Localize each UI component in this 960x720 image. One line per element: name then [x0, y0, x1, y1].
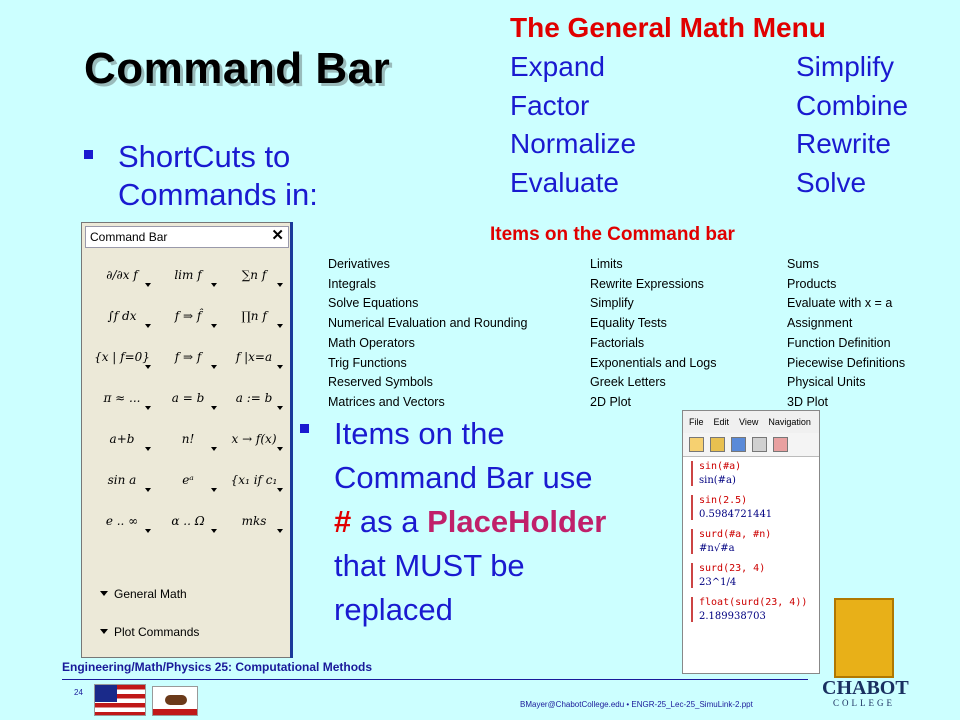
chabot-logo — [822, 598, 909, 708]
command-bar-item: Equality Tests — [590, 316, 667, 331]
command-bar-button[interactable]: a = b — [158, 380, 218, 416]
command-bar-item: Piecewise Definitions — [787, 355, 906, 370]
command-bar-item: Trig Functions — [328, 355, 407, 370]
general-math-section[interactable] — [100, 587, 187, 601]
command-bar-item: Numerical Evaluation and Rounding — [328, 316, 528, 331]
items-title: Items on the Command bar — [490, 224, 735, 245]
page-number: 24 — [74, 688, 83, 697]
command-bar-item: 3D Plot — [787, 394, 828, 409]
app-entries — [683, 461, 819, 622]
command-bar-button[interactable]: eᵃ — [158, 462, 218, 498]
command-bar-item: Physical Units — [787, 375, 866, 390]
command-bar-button[interactable]: a := b — [224, 380, 284, 416]
entry-input[interactable]: float(surd(23, 4)) — [699, 597, 808, 608]
chabot-sub: COLLEGE — [833, 698, 895, 708]
divider — [290, 222, 293, 658]
entry-input[interactable]: sin(2.5) — [699, 495, 748, 506]
command-bar-item: Function Definition — [787, 335, 891, 350]
command-bar-item: Greek Letters — [590, 375, 666, 390]
bullet-text-line-1: ShortCuts to — [118, 139, 291, 174]
items-column-1 — [328, 255, 527, 413]
command-bar-buttons — [92, 257, 288, 539]
general-math-menu — [510, 8, 950, 202]
menu-item-normalize: Normalize — [510, 128, 637, 159]
command-bar-button[interactable]: f ⇒ f̂ — [158, 298, 218, 334]
worksheet-entry[interactable] — [691, 529, 819, 554]
footer-divider — [62, 679, 808, 680]
open-file-icon[interactable] — [710, 437, 725, 452]
command-bar-item: Rewrite Expressions — [590, 276, 704, 291]
command-bar-item: Factorials — [590, 335, 645, 350]
bullet2-line-4: that MUST be — [334, 548, 525, 583]
as-a-text: as a — [351, 504, 428, 539]
close-icon[interactable]: ✕ — [271, 227, 284, 244]
command-bar-button[interactable]: {x₁ if c₁ — [224, 462, 284, 498]
bullet-shortcuts — [84, 138, 384, 214]
worksheet-entry[interactable] — [691, 563, 819, 588]
command-bar-button[interactable]: sin a — [92, 462, 152, 498]
command-bar-item: Derivatives — [328, 257, 390, 271]
command-bar-button[interactable]: π ≈ ... — [92, 380, 152, 416]
california-flag-icon — [152, 686, 198, 716]
bullet-square-icon — [84, 150, 93, 159]
command-bar-item: Solve Equations — [328, 296, 419, 311]
command-bar-item: Exponentials and Logs — [590, 355, 717, 370]
command-bar-button[interactable]: x → f(x) — [224, 421, 284, 457]
placeholder-text: PlaceHolder — [427, 504, 607, 539]
footer-email-file: BMayer@ChabotCollege.edu • ENGR-25_Lec-25_SimuLink-2.ppt — [520, 700, 753, 709]
command-bar-button[interactable]: f ⇒ f — [158, 339, 218, 375]
entry-output: #n√#a — [699, 543, 735, 554]
app-menu-item[interactable]: Edit — [713, 417, 730, 427]
menu-item-simplify: Simplify — [796, 51, 895, 82]
footer-course: Engineering/Math/Physics 25: Computational Methods — [62, 660, 373, 674]
menu-item-solve: Solve — [796, 166, 867, 198]
bullet2-line-2: Command Bar use — [334, 460, 593, 495]
print-icon[interactable] — [752, 437, 767, 452]
plot-commands-label: Plot Commands — [114, 625, 200, 639]
entry-input[interactable]: sin(#a) — [699, 461, 742, 472]
command-bar-button[interactable]: e .. ∞ — [92, 503, 152, 539]
items-column-2 — [590, 255, 716, 413]
collapse-triangle-icon — [100, 629, 108, 634]
command-bar-button[interactable]: {x | f=0} — [92, 339, 152, 375]
chabot-building-icon — [834, 598, 894, 678]
bullet2-line-3 — [300, 500, 670, 544]
app-window — [682, 410, 820, 674]
app-toolbar — [683, 433, 819, 457]
worksheet-entry[interactable] — [691, 461, 819, 486]
command-bar-button[interactable]: ∑n f — [224, 257, 284, 293]
command-bar-button[interactable]: ∏n f — [224, 298, 284, 334]
app-menubar — [683, 411, 819, 433]
app-menu-item[interactable]: Navigation — [768, 417, 811, 427]
save-icon[interactable] — [731, 437, 746, 452]
command-bar-button[interactable]: ∂/∂x f — [92, 257, 152, 293]
worksheet-entry[interactable] — [691, 495, 819, 520]
command-bar-item: Evaluate with x = a — [787, 296, 893, 311]
command-bar-item: Sums — [787, 257, 819, 271]
bullet2-line-5: replaced — [334, 592, 453, 627]
undo-icon[interactable] — [773, 437, 788, 452]
menu-item-expand: Expand — [510, 51, 605, 82]
entry-output: sin(#a) — [699, 475, 736, 486]
entry-output: 0.5984721441 — [699, 509, 773, 520]
command-bar-button[interactable]: lim f — [158, 257, 218, 293]
menu-item-factor: Factor — [510, 89, 590, 121]
entry-input[interactable]: surd(#a, #n) — [699, 529, 772, 540]
bullet-placeholder — [300, 412, 670, 632]
items-column-3 — [787, 255, 905, 413]
command-bar-button[interactable]: a+b — [92, 421, 152, 457]
command-bar-item: 2D Plot — [590, 394, 631, 409]
command-bar-button[interactable]: α .. Ω — [158, 503, 218, 539]
menu-item-evaluate: Evaluate — [510, 166, 619, 198]
collapse-triangle-icon — [100, 591, 108, 596]
command-bar-title: Command Bar — [90, 230, 168, 244]
app-menu-item[interactable]: File — [689, 417, 704, 427]
command-bar-item: Simplify — [590, 296, 634, 311]
hash-symbol: # — [334, 504, 352, 539]
us-flag-icon — [94, 684, 146, 716]
command-bar-button[interactable]: f |x=a — [224, 339, 284, 375]
command-bar-item: Assignment — [787, 316, 853, 331]
entry-output: 2.189938703 — [699, 611, 766, 622]
bullet-text-line-2: Commands in: — [118, 177, 318, 212]
general-math-label: General Math — [114, 587, 187, 601]
menu-item-rewrite: Rewrite — [796, 128, 891, 159]
bullet-square-icon — [300, 424, 309, 433]
command-bar-item: Products — [787, 276, 837, 291]
slide-title: Command Bar — [84, 44, 391, 93]
entry-input[interactable]: surd(23, 4) — [699, 563, 766, 574]
worksheet-entry[interactable] — [691, 597, 819, 622]
app-menu-item[interactable]: View — [739, 417, 759, 427]
command-bar-button[interactable]: n! — [158, 421, 218, 457]
command-bar-item: Math Operators — [328, 335, 415, 350]
bullet2-line-1: Items on the — [334, 416, 505, 451]
plot-commands-section[interactable] — [100, 625, 199, 639]
general-math-menu-title: The General Math Menu — [510, 12, 826, 43]
command-bar-item: Integrals — [328, 276, 376, 291]
chabot-name: CHABOT — [822, 677, 909, 699]
command-bar-item: Reserved Symbols — [328, 375, 433, 390]
command-bar-panel — [81, 222, 293, 658]
command-bar-item: Matrices and Vectors — [328, 394, 445, 409]
new-file-icon[interactable] — [689, 437, 704, 452]
menu-item-combine: Combine — [796, 89, 909, 121]
command-bar-header — [85, 226, 289, 248]
command-bar-button[interactable]: mks — [224, 503, 284, 539]
entry-output: 23^1/4 — [699, 577, 737, 588]
command-bar-item: Limits — [590, 257, 623, 271]
command-bar-button[interactable]: ∫f dx — [92, 298, 152, 334]
